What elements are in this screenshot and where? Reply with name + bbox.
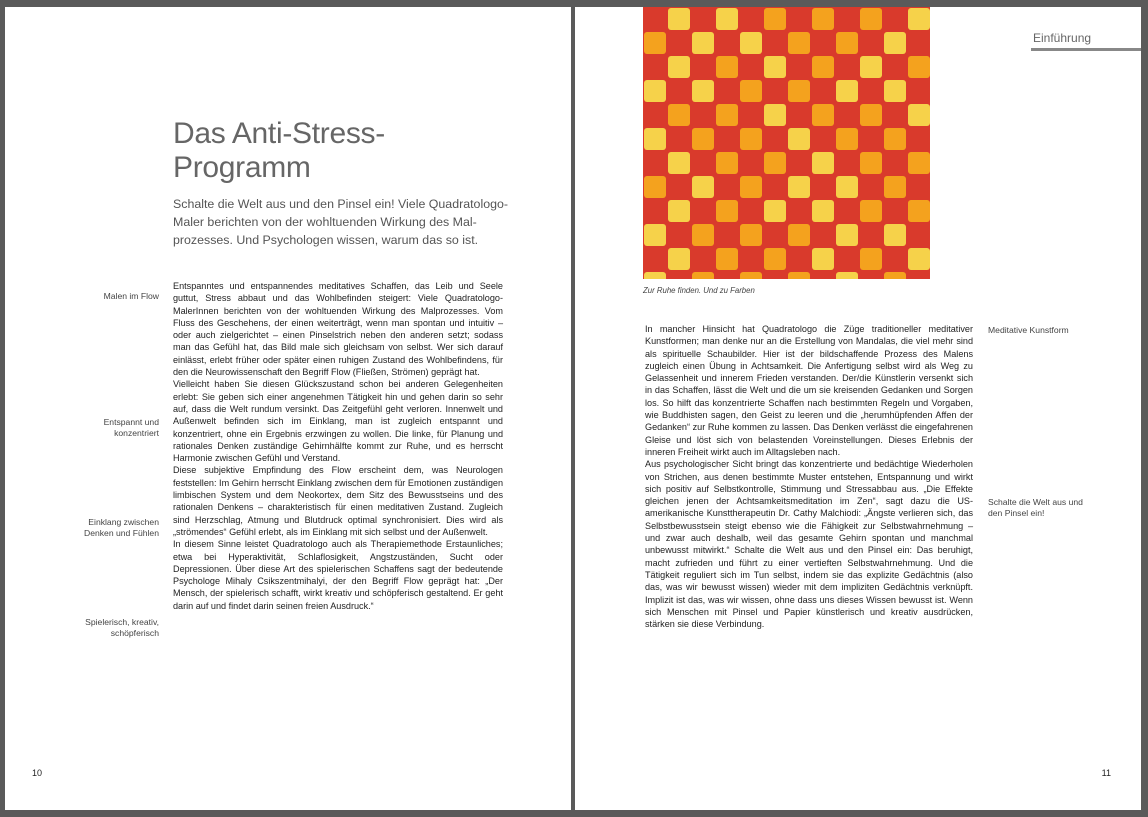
painting-square bbox=[884, 176, 906, 198]
body-text-left bbox=[173, 280, 503, 612]
checkered-painting-image bbox=[643, 7, 930, 279]
painting-square bbox=[716, 272, 738, 279]
painting-square bbox=[908, 56, 930, 78]
painting-square bbox=[788, 80, 810, 102]
paragraph-r2: Aus psychologischer Sicht bringt das konzentrierte und bedächtige Wiederholen von Strichen, aus denen bestimmte Muster entstehen, Entspannung und wirkt sich positiv auf Selbstkontrolle, Stimmung und Stressabbau aus. „Die Effekte gleichen jenen der Achtsamkeitsmeditation im Zen“, sagt dazu die US-amerikanische Kunsttherapeutin Dr. Cathy Malchiodi: „Ängste verlieren sich, das Selbstbewusstsein steigt ebenso wie die Fähigkeit zur Selbstwahrnehmung – und zwar auch deshalb, weil das gesamte Gehirn spontan und manchmal unbewusst mitwirkt.“ Schalte die Welt aus und den Pinsel ein: Das beruhigt, macht zufrieden und führt zu einer vertieften Selbstwahrnehmung. Und die Tätigkeit reguliert sich im Tun selbst, indem sie das explizite Gedächtnis (also das, was wir bewusst wissen) wieder mit dem impliziten Gedächtnis verknüpft. Implizit ist das, was wir wissen, ohne dass uns dieses Wissen bewusst ist. Wenn sich Menschen mit Pinsel und Papier künstlerisch und kreativ ausdrücken, stärken sie diese Verbindung. bbox=[645, 459, 973, 630]
painting-square bbox=[908, 104, 930, 126]
painting-square bbox=[812, 128, 834, 150]
painting-square bbox=[812, 8, 834, 30]
painting-square bbox=[644, 200, 666, 222]
painting-square bbox=[692, 32, 714, 54]
painting-square bbox=[908, 80, 930, 102]
painting-square bbox=[668, 32, 690, 54]
painting-square bbox=[644, 104, 666, 126]
painting-square bbox=[644, 80, 666, 102]
painting-square bbox=[836, 104, 858, 126]
painting-square bbox=[788, 104, 810, 126]
painting-square bbox=[668, 272, 690, 279]
painting-square bbox=[860, 128, 882, 150]
painting-square bbox=[836, 224, 858, 246]
painting-square bbox=[908, 32, 930, 54]
painting-square bbox=[836, 248, 858, 270]
painting-square bbox=[884, 128, 906, 150]
painting-square bbox=[668, 152, 690, 174]
painting-square bbox=[788, 8, 810, 30]
painting-square bbox=[740, 32, 762, 54]
painting-square bbox=[884, 224, 906, 246]
painting-square bbox=[764, 8, 786, 30]
painting-square bbox=[836, 128, 858, 150]
painting-square bbox=[884, 152, 906, 174]
painting-square bbox=[692, 200, 714, 222]
painting-square bbox=[884, 56, 906, 78]
painting-square bbox=[836, 80, 858, 102]
painting-square bbox=[860, 32, 882, 54]
painting-square bbox=[788, 32, 810, 54]
painting-square bbox=[692, 128, 714, 150]
painting-square bbox=[836, 200, 858, 222]
painting-square bbox=[836, 56, 858, 78]
painting-square bbox=[860, 176, 882, 198]
page-number-left: 10 bbox=[32, 768, 43, 778]
painting-square bbox=[908, 200, 930, 222]
image-caption: Zur Ruhe finden. Und zu Farben bbox=[643, 286, 755, 295]
painting-square bbox=[908, 152, 930, 174]
painting-square bbox=[836, 152, 858, 174]
painting-square bbox=[860, 152, 882, 174]
painting-square bbox=[716, 128, 738, 150]
painting-square bbox=[644, 176, 666, 198]
lead-paragraph: Schalte die Welt aus und den Pinsel ein! Viele Quadratologo-Maler berichten von der wohltuenden Wirkung des Mal-prozesses. Und Psychologen wissen, warum das so ist. bbox=[173, 197, 508, 247]
paragraph-1: Entspanntes und entspannendes meditatives Schaffen, das Leib und Seele guttut, Stress abbaut und das Wohlbefinden steigert: Viele Quadratologo-MalerInnen berichten von der wohltuenden Wirkung des Malprozesses. Vom Fluss des Geschehens, der einen weiterträgt, wenn man spontan und intuitiv – oder auch zielgerichtet – einen Pinselstrich neben den anderen setzt; sodass man das Gefühl hat, das Bild male sich gleichsam von selbst. Wer sich darauf einlässt, erlebt früher oder später einen ruhigen Zustand des Wohlbefindens, für den die Neurowissenschaft den Begriff Flow (Fließen, Strömen) geprägt hat. bbox=[173, 281, 503, 378]
painting-square bbox=[740, 128, 762, 150]
painting-square bbox=[668, 8, 690, 30]
painting-square bbox=[908, 128, 930, 150]
painting-square bbox=[764, 32, 786, 54]
painting-square bbox=[716, 32, 738, 54]
painting-square bbox=[788, 152, 810, 174]
painting-square bbox=[644, 128, 666, 150]
painting-square bbox=[812, 32, 834, 54]
painting-square bbox=[836, 272, 858, 279]
painting-square bbox=[740, 152, 762, 174]
painting-square bbox=[644, 152, 666, 174]
painting-square bbox=[716, 224, 738, 246]
side-note-schalte: Schalte die Welt aus und den Pinsel ein! bbox=[988, 497, 1083, 518]
painting-square bbox=[884, 248, 906, 270]
left-page bbox=[5, 7, 571, 810]
painting-square bbox=[860, 56, 882, 78]
side-note-spielerisch: Spielerisch, kreativ, schöpferisch bbox=[85, 617, 159, 638]
painting-square bbox=[716, 176, 738, 198]
painting-square bbox=[884, 80, 906, 102]
painting-square bbox=[716, 8, 738, 30]
painting-square bbox=[812, 104, 834, 126]
painting-square bbox=[692, 104, 714, 126]
painting-square bbox=[668, 128, 690, 150]
paragraph-2: Vielleicht haben Sie diesen Glückszustand schon bei anderen Gelegenheiten erlebt: Sie geben sich einer angenehmen Tätigkeit hin und gehen darin so sehr auf, dass die Welt rundum versinkt. Das Zeitgefühl geht verloren. Innenwelt und Außenwelt befinden sich im Einklang, man ist zugleich entspannt und konzentriert, ohne ein Ergebnis erzwingen zu wollen. Die linke, für Planung und rationales Denken zuständige Gehirnhälfte kommt zur Ruhe, und es herrscht Harmonie zwischen Gefühl und Verstand. bbox=[173, 379, 503, 464]
painting-square bbox=[860, 272, 882, 279]
painting-square bbox=[788, 248, 810, 270]
painting-square bbox=[668, 104, 690, 126]
painting-square bbox=[716, 104, 738, 126]
painting-square bbox=[812, 272, 834, 279]
painting-square bbox=[908, 224, 930, 246]
painting-square bbox=[860, 200, 882, 222]
page-title bbox=[173, 117, 553, 185]
painting-square bbox=[764, 176, 786, 198]
paragraph-3: Diese subjektive Empfindung des Flow erscheint dem, was Neurologen feststellen: Im Gehirn herrscht Einklang zwischen dem für Emotionen zuständigen limbischen System und dem Neokortex, dem Sitz des Bewusstseins und des rationalen Denkens – charakteristisch für einen meditativen Zustand. Zugleich sind Herzschlag, Atmung und Blutdruck optimal synchronisiert. Dies wird als „strömendes“ Gefühl erlebt, als im Einklang mit sich selbst und der Außenwelt. bbox=[173, 465, 503, 537]
title-line-2: Programm bbox=[173, 151, 311, 184]
side-note-entspannt: Entspannt und konzentriert bbox=[103, 417, 159, 438]
painting-square bbox=[644, 224, 666, 246]
painting-square bbox=[740, 56, 762, 78]
painting-square bbox=[764, 272, 786, 279]
painting-square bbox=[836, 176, 858, 198]
painting-square bbox=[908, 176, 930, 198]
painting-square bbox=[644, 248, 666, 270]
painting-square bbox=[812, 224, 834, 246]
painting-square bbox=[860, 104, 882, 126]
painting-square bbox=[668, 80, 690, 102]
page-number-right: 11 bbox=[1101, 768, 1111, 778]
paragraph-r1: In mancher Hinsicht hat Quadratologo die Züge traditioneller meditativer Kunstformen; man denke nur an die Erstellung von Mandalas, die viel mehr sind als spirituelle Schaubilder. Hier ist der bildschaffende Prozess des Malens zugleich einen Übung in Achtsamkeit. Die Anfertigung selbst wird als Weg zu Gelassenheit und innerem Frieden verstanden. Der/die Künstlerin versenkt sich in das Schaffen, lässt die Welt und die um sie kreisenden Gedanken und Sorgen los. So hilft das konzentrierte Schaffen nach bestimmten Regeln und Vorgaben, wie Buddhisten sagen, den Geist zu leeren und die „herumhüpfenden Affen der Gedanken“ zur Ruhe kommen zu lassen. Das Denken verlässt die eingefahrenen Gleise und löst sich von belastenden Voreinstellungen. Dieses Erlebnis der inneren Freiheit wirkt auch im Alltagsleben nach. bbox=[645, 324, 973, 457]
painting-square bbox=[692, 248, 714, 270]
painting-square bbox=[668, 56, 690, 78]
painting-square bbox=[764, 224, 786, 246]
painting-square bbox=[788, 56, 810, 78]
painting-square bbox=[740, 104, 762, 126]
painting-square bbox=[716, 248, 738, 270]
painting-square bbox=[740, 80, 762, 102]
painting-square bbox=[692, 224, 714, 246]
painting-square bbox=[884, 104, 906, 126]
painting-square bbox=[716, 200, 738, 222]
painting-square bbox=[764, 80, 786, 102]
painting-square bbox=[860, 80, 882, 102]
painting-square bbox=[740, 8, 762, 30]
painting-square bbox=[764, 104, 786, 126]
painting-square bbox=[644, 56, 666, 78]
painting-square bbox=[788, 176, 810, 198]
painting-square bbox=[716, 152, 738, 174]
painting-square bbox=[836, 32, 858, 54]
right-page bbox=[575, 7, 1141, 810]
painting-square bbox=[692, 152, 714, 174]
side-note-meditative: Meditative Kunstform bbox=[988, 325, 1069, 335]
painting-square bbox=[884, 32, 906, 54]
painting-square bbox=[740, 272, 762, 279]
section-label-text: Einführung bbox=[1033, 31, 1092, 45]
painting-square bbox=[644, 272, 666, 279]
painting-square bbox=[668, 200, 690, 222]
painting-square bbox=[692, 8, 714, 30]
painting-grid bbox=[643, 7, 930, 279]
painting-square bbox=[644, 32, 666, 54]
painting-square bbox=[788, 272, 810, 279]
painting-square bbox=[884, 200, 906, 222]
painting-square bbox=[668, 224, 690, 246]
painting-square bbox=[812, 152, 834, 174]
painting-square bbox=[788, 224, 810, 246]
painting-square bbox=[884, 272, 906, 279]
painting-square bbox=[860, 248, 882, 270]
painting-square bbox=[764, 128, 786, 150]
painting-square bbox=[908, 248, 930, 270]
painting-square bbox=[740, 200, 762, 222]
painting-square bbox=[716, 56, 738, 78]
painting-square bbox=[908, 8, 930, 30]
painting-square bbox=[764, 200, 786, 222]
painting-square bbox=[860, 224, 882, 246]
painting-square bbox=[692, 80, 714, 102]
painting-square bbox=[668, 248, 690, 270]
painting-square bbox=[740, 176, 762, 198]
painting-square bbox=[788, 128, 810, 150]
painting-square bbox=[692, 56, 714, 78]
painting-square bbox=[668, 176, 690, 198]
painting-square bbox=[812, 200, 834, 222]
side-note-malen-im-flow: Malen im Flow bbox=[103, 291, 159, 301]
painting-square bbox=[812, 80, 834, 102]
painting-square bbox=[908, 272, 930, 279]
section-label bbox=[1031, 31, 1141, 51]
painting-square bbox=[740, 248, 762, 270]
painting-square bbox=[812, 176, 834, 198]
painting-square bbox=[764, 152, 786, 174]
painting-square bbox=[644, 8, 666, 30]
painting-square bbox=[836, 8, 858, 30]
paragraph-4: In diesem Sinne leistet Quadratologo auch als Therapiemethode Erstaunliches; etwa bei Hyperaktivität, Schlaflosigkeit, Angstzuständen, Sucht oder Depressionen. Über diese Art des spielerischen Schaffens sagt der bedeutende Psychologe Mihaly Csikszentmihalyi, der den Begriff Flow geprägt hat: „Der Mensch, der spielerisch schafft, wirkt kreativ und schöpferisch gestaltend. Er geht darin auf und findet darin seinen freien Ausdruck.“ bbox=[173, 539, 503, 611]
painting-square bbox=[884, 8, 906, 30]
painting-square bbox=[692, 176, 714, 198]
painting-square bbox=[692, 272, 714, 279]
side-note-einklang: Einklang zwischen Denken und Fühlen bbox=[83, 517, 159, 538]
painting-square bbox=[740, 224, 762, 246]
title-line-1: Das Anti-Stress- bbox=[173, 117, 385, 150]
painting-square bbox=[788, 200, 810, 222]
painting-square bbox=[812, 248, 834, 270]
painting-square bbox=[764, 56, 786, 78]
painting-square bbox=[716, 80, 738, 102]
painting-square bbox=[860, 8, 882, 30]
body-text-right bbox=[645, 323, 973, 630]
painting-square bbox=[764, 248, 786, 270]
painting-square bbox=[812, 56, 834, 78]
